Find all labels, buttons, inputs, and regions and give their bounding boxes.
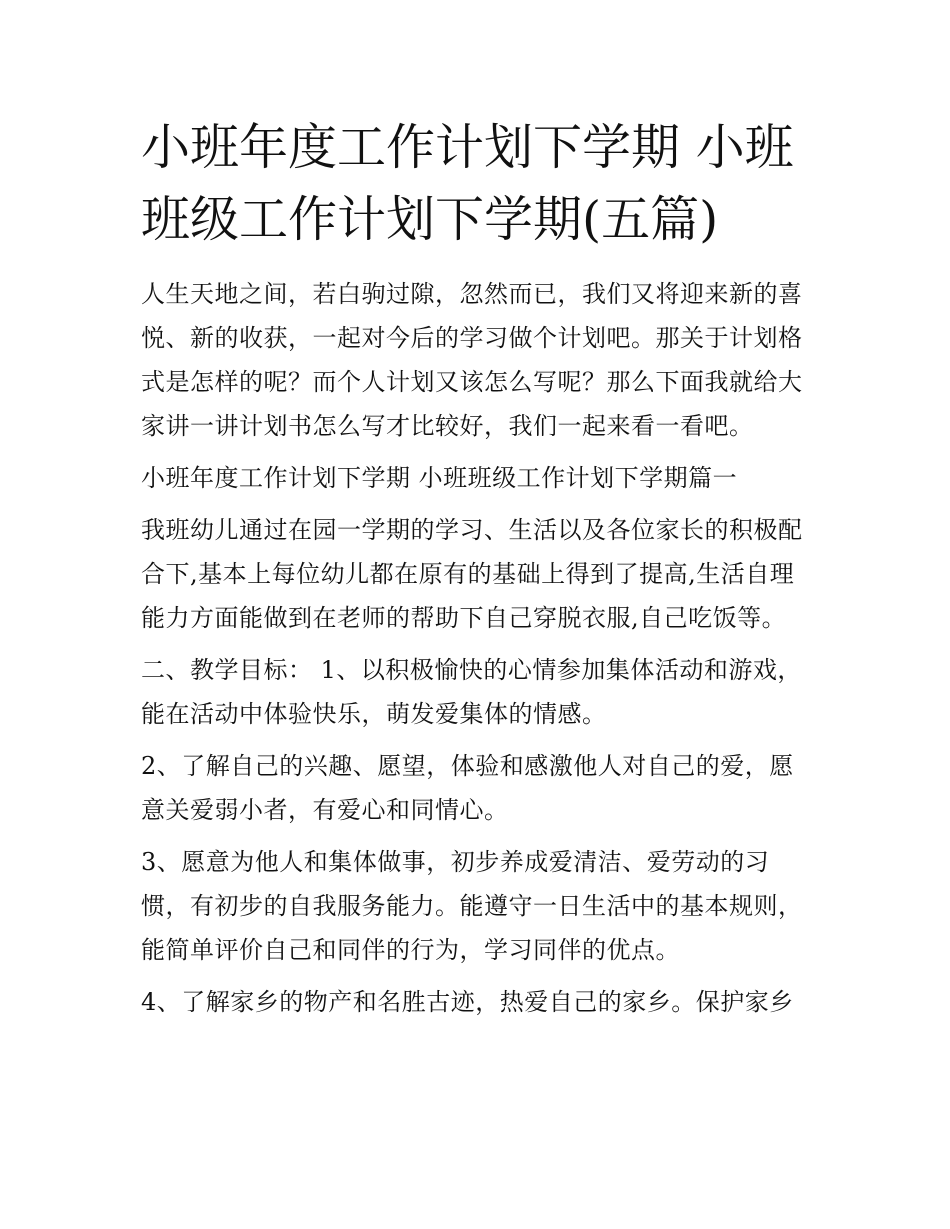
teaching-goal-4: 4、了解家乡的物产和名胜古迹，热爱自己的家乡。保护家乡 — [141, 988, 794, 1016]
class-situation-paragraph: 我班幼儿通过在园一学期的学习、生活以及各位家长的积极配合下,基本上每位幼儿都在原有的基础上得到了提高,生活自理能力方面能做到在老师的帮助下自己穿脱衣服,自己吃饭等。 — [141, 516, 803, 632]
document-title: 小班年度工作计划下学期 小班班级工作计划下学期(五篇) — [141, 119, 794, 248]
document-body — [141, 112, 817, 1024]
section-heading: 小班年度工作计划下学期 小班班级工作计划下学期篇一 — [141, 464, 738, 492]
teaching-goal-1: 二、教学目标： 1、以积极愉快的心情参加集体活动和游戏，能在活动中体验快乐，萌发爱集体的情感。 — [141, 656, 802, 728]
intro-paragraph: 人生天地之间，若白驹过隙，忽然而已，我们又将迎来新的喜悦、新的收获，一起对今后的学习做个计划吧。那关于计划格式是怎样的呢？而个人计划又该怎么写呢？那么下面我就给大家讲一讲计划书怎么写才比较好，我们一起来看一看吧。 — [141, 280, 803, 440]
teaching-goal-2: 2、了解自己的兴趣、愿望，体验和感激他人对自己的爱，愿意关爱弱小者，有爱心和同情心。 — [141, 752, 794, 824]
teaching-goal-3: 3、愿意为他人和集体做事，初步养成爱清洁、爱劳动的习惯，有初步的自我服务能力。能遵守一日生活中的基本规则，能简单评价自己和同伴的行为，学习同伴的优点。 — [141, 848, 803, 964]
